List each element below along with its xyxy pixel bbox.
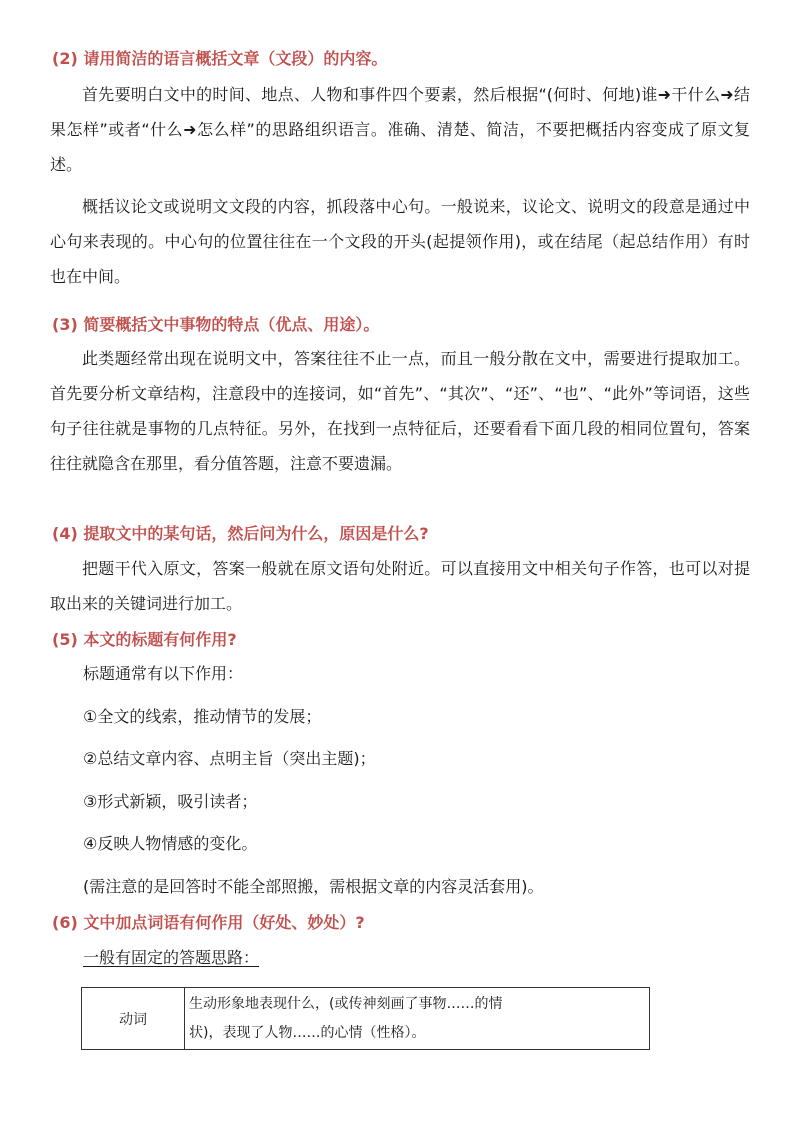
heading-section-2: (2) 请用简洁的语言概括文章（文段）的内容。 [52, 49, 388, 68]
list-item-3: ③形式新颖，吸引读者； [83, 792, 258, 811]
heading-section-6: (6) 文中加点词语有何作用（好处、妙处）? [52, 913, 365, 932]
list-item-1: ①全文的线索，推动情节的发展； [83, 707, 322, 726]
paragraph-section-3-1: 此类题经常出现在说明文中，答案往往不止一点，而且一般分散在文中，需要进行提取加工。首先要分析文章结构，注意段中的连接词，如“首先”、“其次”、“还”、“也”、“此外”等词语，这些句子往往就是事物的几点特征。另外，在找到一点特征后，还要看看下面几段的相同位置句，答案往往就隐含在那里，看分值答题，注意不要遗漏。 [50, 349, 750, 473]
description-line-2: 状)，表现了人物……的心情（性格）。 [189, 1024, 426, 1041]
section-5-note: (需注意的是回答时不能全部照搬，需根据文章的内容灵活套用)。 [83, 877, 544, 896]
list-item-2: ②总结文章内容、点明主旨（突出主题)； [83, 749, 376, 768]
answer-table [81, 987, 650, 1050]
section-5-intro: 标题通常有以下作用： [83, 664, 244, 683]
paragraph-section-2-2: 概括议论文或说明文文段的内容，抓段落中心句。一般说来，议论文、说明文的段意是通过中心句来表现的。中心句的位置往往在一个文段的开头(起提领作用)，或在结尾（起总结作用）有时也在中间。 [50, 197, 750, 286]
paragraph-section-4-1: 把题干代入原文，答案一般就在原文语句处附近。可以直接用文中相关句子作答，也可以对提取出来的关键词进行加工。 [50, 559, 750, 613]
table-row [82, 988, 650, 1050]
table-cell-description [185, 988, 650, 1050]
section-6-intro [83, 947, 763, 969]
list-item-4: ④反映人物情感的变化。 [83, 834, 258, 853]
description-line-1: 生动形象地表现什么，(或传神刻画了事物……的情 [189, 995, 503, 1012]
heading-section-3: (3) 简要概括文中事物的特点（优点、用途）。 [52, 315, 380, 334]
table-cell-term: 动词 [82, 988, 185, 1050]
heading-section-5: (5) 本文的标题有何作用? [52, 630, 237, 649]
heading-section-4: (4) 提取文中的某句话，然后问为什么，原因是什么? [52, 524, 429, 543]
paragraph-section-2-1: 首先要明白文中的时间、地点、人物和事件四个要素，然后根据“(何时、何地)谁➜干什么➜结果怎样”或者“什么➜怎么样”的思路组织语言。准确、清楚、简洁，不要把概括内容变成了原文复述。 [50, 85, 750, 174]
answer-approach-label: 一般有固定的答题思路： [83, 948, 260, 967]
